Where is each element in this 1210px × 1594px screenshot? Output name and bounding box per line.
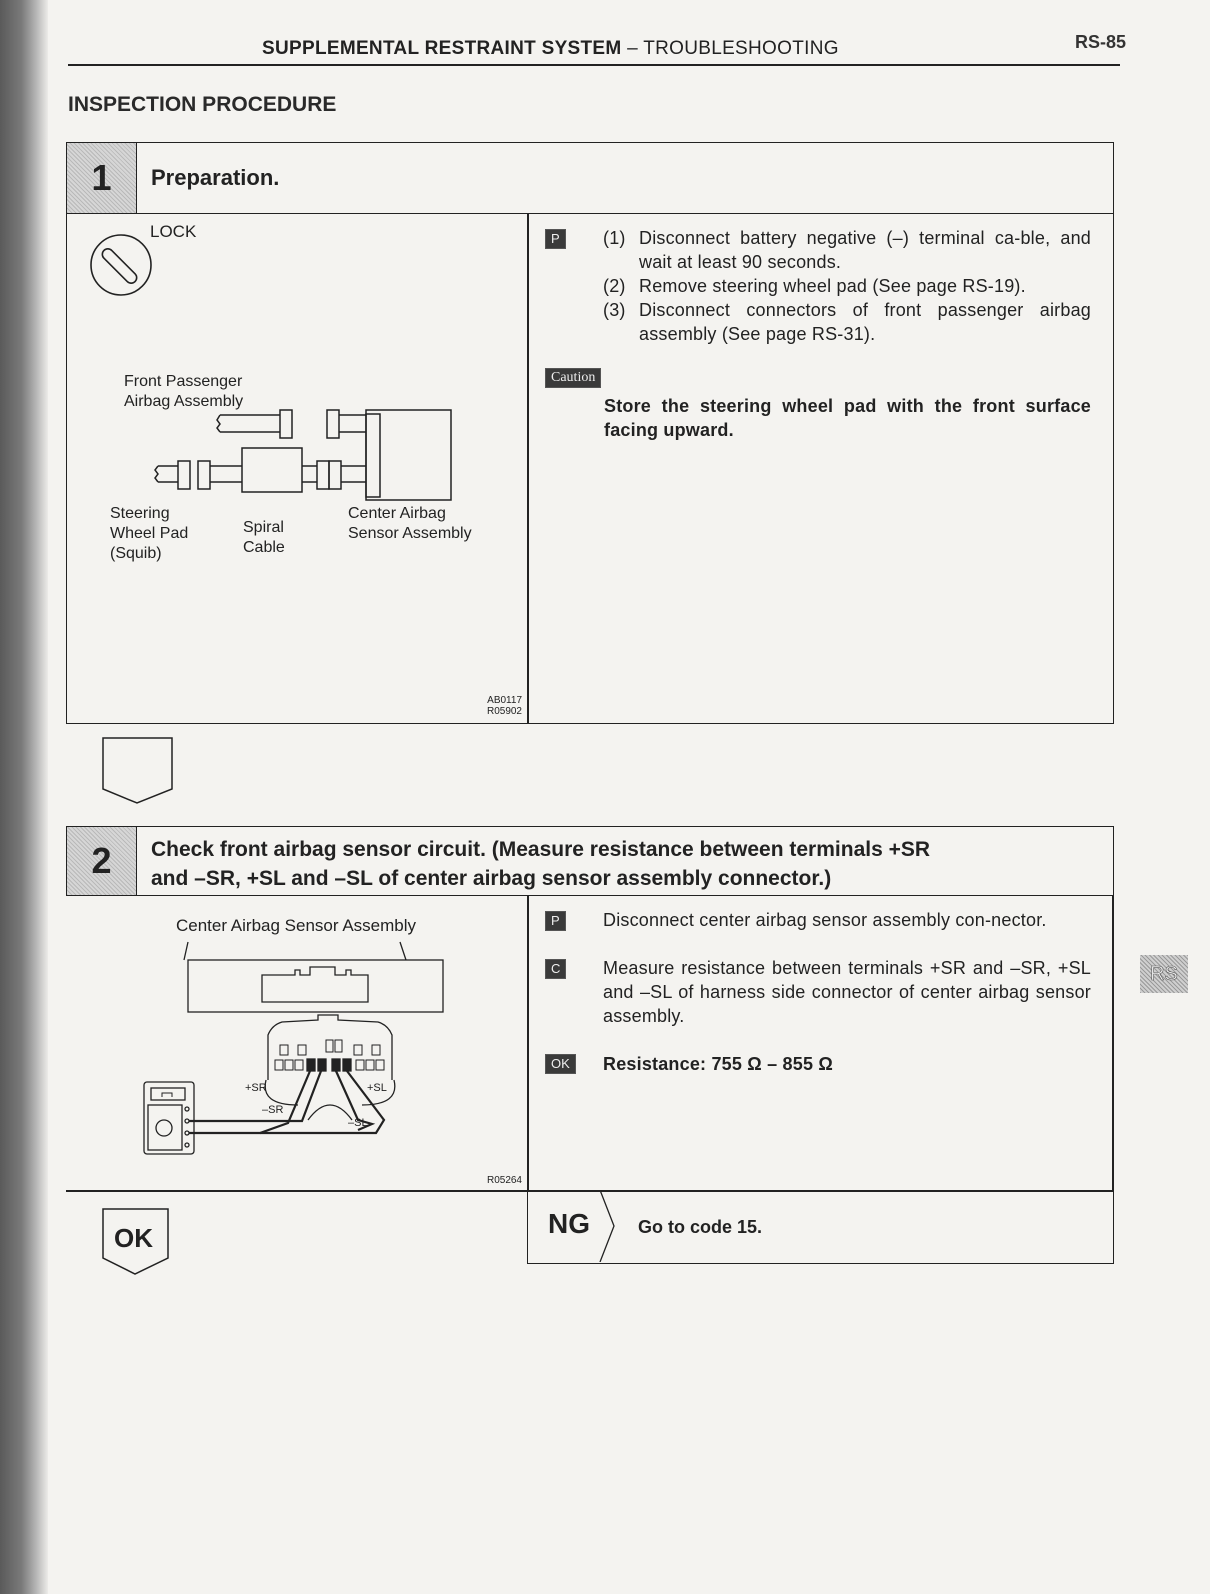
check-text: Measure resistance between terminals +SR and –SR, +SL and –SL of harness side connector of center airbag sensor assembly. bbox=[603, 958, 1091, 1026]
ng-result-box[interactable] bbox=[527, 1190, 1114, 1264]
passenger-harness bbox=[217, 415, 280, 432]
ng-action-text[interactable]: Go to code 15. bbox=[638, 1217, 763, 1237]
step2-header bbox=[66, 826, 1114, 896]
srs-connection-diagram bbox=[140, 400, 460, 510]
next-step-flag-empty bbox=[102, 737, 174, 807]
spiral-connector-right bbox=[317, 461, 329, 489]
lead-plus-sr bbox=[189, 1071, 310, 1133]
figure-title-center-sensor: Center Airbag Sensor Assembly bbox=[176, 916, 417, 935]
instruction-list bbox=[603, 226, 1091, 346]
probe-label-plus-sr: +SR bbox=[245, 1082, 267, 1094]
label-line: Airbag Assembly bbox=[124, 393, 244, 410]
ok-result-flag[interactable] bbox=[102, 1208, 170, 1276]
prep-text: Disconnect center airbag sensor assembly con-nector. bbox=[603, 910, 1047, 930]
label-line: Center Airbag bbox=[348, 505, 446, 522]
spiral-connector-left bbox=[198, 461, 210, 489]
caution-text: Store the steering wheel pad with the front surface facing upward. bbox=[604, 396, 1091, 440]
label-center-airbag-sensor bbox=[348, 504, 472, 544]
step2-instructions bbox=[545, 908, 1091, 1076]
step1-column-divider bbox=[527, 213, 529, 724]
instruction-item bbox=[603, 226, 1091, 274]
item-text: Disconnect battery negative (–) terminal ca-ble, and wait at least 90 seconds. bbox=[639, 228, 1091, 272]
ng-arrow-divider bbox=[598, 1190, 618, 1262]
passenger-connector bbox=[280, 410, 292, 438]
ignition-lock-icon bbox=[88, 232, 154, 298]
prep-tag: P bbox=[545, 911, 566, 931]
section-tab-rs[interactable]: RS bbox=[1140, 955, 1188, 993]
label-spiral-cable bbox=[243, 518, 285, 558]
probe-label-minus-sr: –SR bbox=[262, 1104, 284, 1116]
spiral-cable-box bbox=[242, 448, 302, 492]
terminal-minus-sr bbox=[318, 1059, 326, 1071]
check-tag: C bbox=[545, 959, 566, 979]
instruction-item bbox=[603, 298, 1091, 346]
title-line: and –SR, +SL and –SL of center airbag sensor assembly connector.) bbox=[151, 867, 832, 890]
title-line: Check front airbag sensor circuit. (Measure resistance between terminals +SR bbox=[151, 838, 931, 861]
step1-title: Preparation. bbox=[151, 165, 280, 190]
label-line: Front Passenger bbox=[124, 373, 243, 390]
figure-code-step2: R05264 bbox=[486, 1175, 522, 1186]
probe-label-minus-sl: –SL bbox=[348, 1117, 368, 1129]
sensor-body bbox=[188, 960, 443, 1012]
lock-label: LOCK bbox=[150, 222, 197, 241]
instruction-item bbox=[603, 274, 1091, 298]
step1-header bbox=[66, 142, 1114, 214]
steering-harness bbox=[155, 466, 178, 482]
page-binding-shadow bbox=[0, 0, 48, 1594]
terminal-plus-sr bbox=[307, 1059, 315, 1071]
ok-row bbox=[545, 1052, 1091, 1076]
terminal-plus-sl bbox=[332, 1059, 340, 1071]
item-text: Disconnect connectors of front passenger airbag assembly (See page RS-31). bbox=[639, 300, 1091, 344]
section-title: INSPECTION PROCEDURE bbox=[68, 93, 337, 116]
header-system-name: SUPPLEMENTAL RESTRAINT SYSTEM bbox=[262, 38, 622, 59]
terminal-minus-sl bbox=[343, 1059, 351, 1071]
label-line: Wheel Pad bbox=[110, 525, 189, 542]
label-line: (Squib) bbox=[110, 545, 162, 562]
page-header-title bbox=[262, 38, 839, 60]
item-text: Remove steering wheel pad (See page RS-19). bbox=[639, 276, 1026, 296]
label-line: Spiral bbox=[243, 519, 284, 536]
figure-code: AB0117 bbox=[487, 695, 522, 706]
sensor-socket bbox=[262, 967, 368, 1002]
header-rule bbox=[68, 64, 1120, 66]
step2-column-divider bbox=[527, 896, 529, 1190]
center-sensor-box bbox=[366, 410, 451, 500]
step1-number: 1 bbox=[67, 143, 137, 213]
ok-tag: OK bbox=[545, 1054, 576, 1074]
check-row bbox=[545, 956, 1091, 1028]
label-line: Sensor Assembly bbox=[348, 525, 472, 542]
item-number: (2) bbox=[603, 276, 626, 296]
prep-row bbox=[545, 908, 1091, 932]
item-number: (3) bbox=[603, 300, 626, 320]
label-line: Steering bbox=[110, 505, 170, 522]
step1-instructions bbox=[545, 226, 1091, 442]
figure-code: R05902 bbox=[486, 706, 522, 717]
resistance-measurement-diagram bbox=[140, 940, 460, 1160]
caution-tag: Caution bbox=[545, 368, 601, 388]
lead-minus-sr bbox=[189, 1071, 321, 1121]
label-steering-wheel-pad bbox=[110, 504, 188, 564]
figure-code-step1 bbox=[460, 695, 522, 717]
resistance-spec: Resistance: 755 Ω – 855 Ω bbox=[603, 1054, 833, 1074]
label-line: Cable bbox=[243, 539, 285, 556]
probe-label-plus-sl: +SL bbox=[367, 1082, 387, 1094]
page-number: RS-85 bbox=[1075, 32, 1127, 52]
step2-title bbox=[151, 835, 930, 893]
ng-label: NG bbox=[548, 1208, 590, 1239]
step2-number: 2 bbox=[67, 827, 137, 895]
ok-flag-label: OK bbox=[114, 1223, 153, 1253]
header-subtitle: – TROUBLESHOOTING bbox=[621, 38, 839, 59]
steering-connector bbox=[178, 461, 190, 489]
prep-tag: P bbox=[545, 229, 566, 249]
sensor-connector-top bbox=[327, 410, 339, 438]
step2-right-border bbox=[1112, 896, 1114, 1190]
item-number: (1) bbox=[603, 228, 626, 248]
